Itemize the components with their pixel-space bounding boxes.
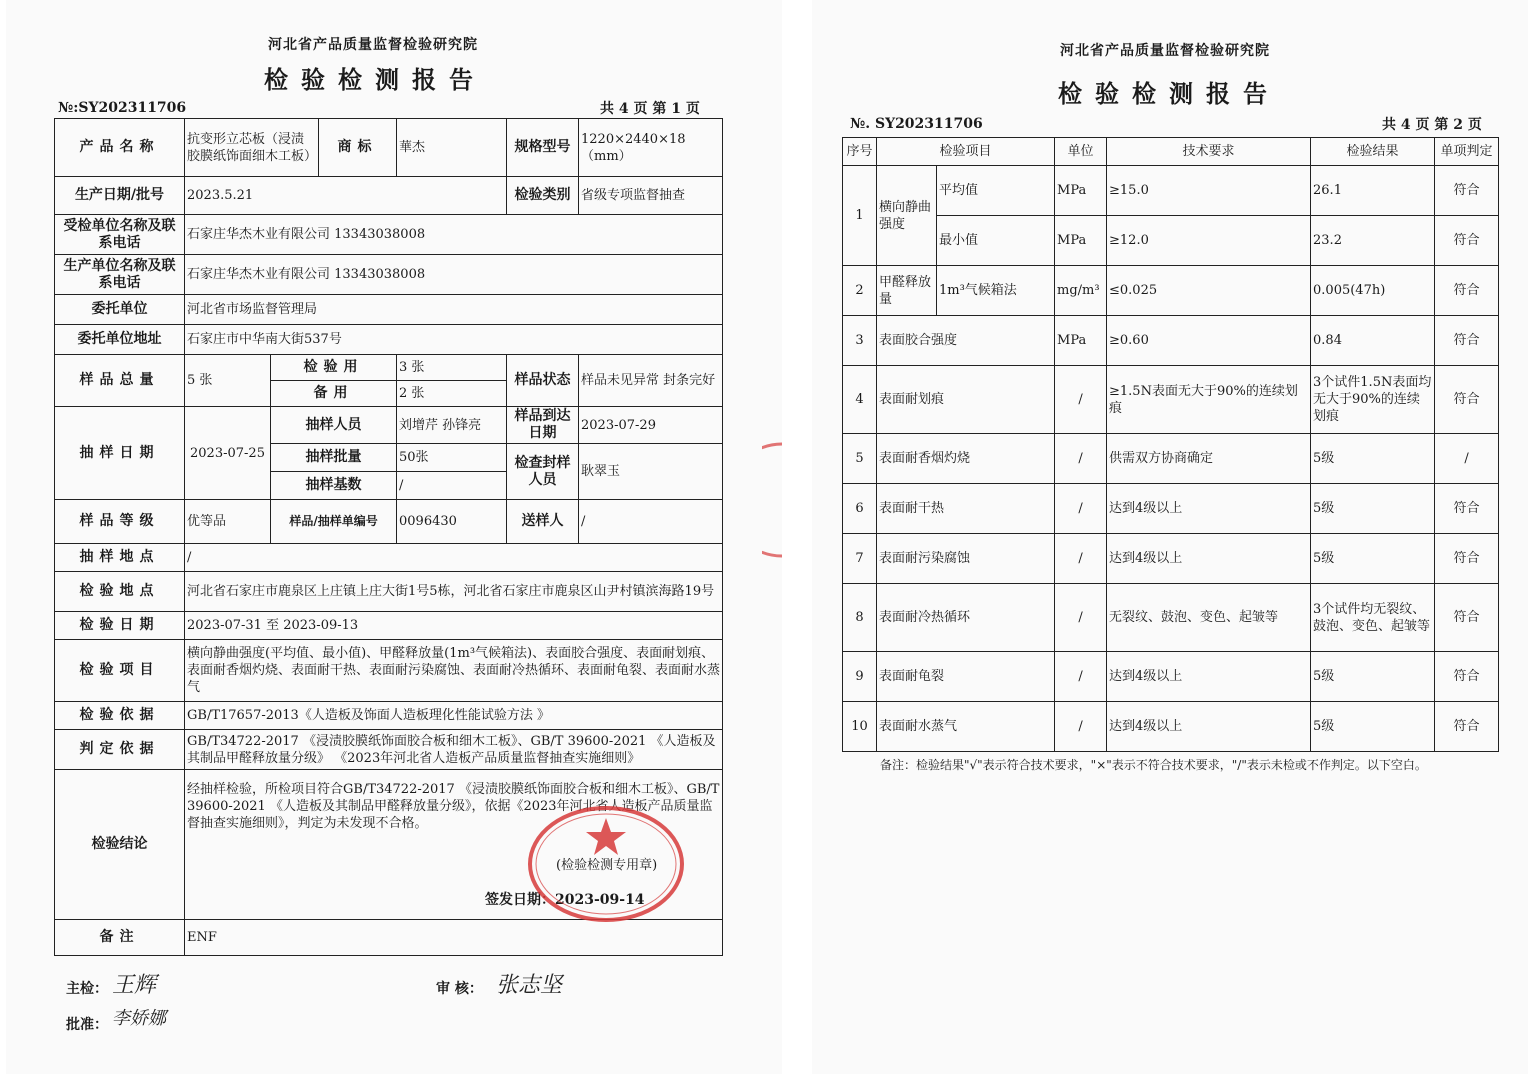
table-row: 8 表面耐冷热循环 / 无裂纹、鼓泡、变色、起皱等 3个试件均无裂纹、鼓泡、变色、起皱等 符合 xyxy=(843,584,1499,652)
judge-basis: GB/T34722-2017 《浸渍胶膜纸饰面胶合板和细木工板》、GB/T 39600-2021 《人造板及其制品甲醛释放量分级》 《2023年河北省人造板产品质量监督抽查实施细则》 xyxy=(185,730,723,770)
label-base: 抽样基数 xyxy=(271,472,397,500)
issue-date: 2023-09-14 xyxy=(555,892,645,908)
label-prod-date: 生产日期/批号 xyxy=(55,177,185,215)
sample-total: 5 张 xyxy=(185,355,271,407)
label-for-test: 检验用 xyxy=(271,355,397,381)
table-row: 最小值 MPa ≥12.0 23.2 符合 xyxy=(843,216,1499,266)
page-info: 共 4 页 第 1 页 xyxy=(600,101,700,117)
sampler: 刘增芹 孙锋亮 xyxy=(397,407,507,444)
prod-date: 2023.5.21 xyxy=(185,177,507,215)
base: / xyxy=(397,472,507,500)
test-place: 河北省石家庄市鹿泉区上庄镇上庄大街1号5栋，河北省石家庄市鹿泉区山尹村镇滨海路19号 xyxy=(185,572,723,612)
label-inspected-unit: 受检单位名称及联系电话 xyxy=(55,215,185,255)
test-items: 横向静曲强度(平均值、最小值)、甲醛释放量(1m³气候箱法)、表面胶合强度、表面耐划痕、表面耐香烟灼烧、表面耐干热、表面耐污染腐蚀、表面耐冷热循环、表面耐龟裂、表面耐水蒸气 xyxy=(185,640,723,702)
main-inspector-label: 主检： xyxy=(66,981,108,997)
batch: 50张 xyxy=(397,444,507,472)
page-info-p2: 共 4 页 第 2 页 xyxy=(1382,117,1482,133)
label-arrival-date: 样品到达日期 xyxy=(507,407,579,444)
producer-unit: 石家庄华杰木业有限公司 13343038008 xyxy=(185,255,723,295)
table-row: 10 表面耐水蒸气 / 达到4级以上 5级 符合 xyxy=(843,702,1499,752)
label-sender: 送样人 xyxy=(507,500,579,544)
reviewer-label: 审 核： xyxy=(436,981,483,997)
insp-type: 省级专项监督抽查 xyxy=(579,177,723,215)
grade: 优等品 xyxy=(185,500,271,544)
report-title: 检验检测报告 xyxy=(264,65,486,94)
table-row: 5 表面耐香烟灼烧 / 供需双方协商确定 5级 / xyxy=(843,434,1499,484)
table-row: 4 表面耐划痕 / ≥1.5N表面无大于90%的连续划痕 3个试件1.5N表面均无大于90%的连续划痕 符合 xyxy=(843,366,1499,434)
main-inspector-signature: 王辉 xyxy=(112,973,157,998)
header-judgement: 单项判定 xyxy=(1435,138,1499,166)
table-row: 7 表面耐污染腐蚀 / 达到4级以上 5级 符合 xyxy=(843,534,1499,584)
label-trademark: 商标 xyxy=(319,119,397,177)
sender: / xyxy=(579,500,723,544)
label-grade: 样品等级 xyxy=(55,500,185,544)
header-unit: 单位 xyxy=(1055,138,1107,166)
edge-seal-fragment xyxy=(762,440,782,560)
header-result: 检验结果 xyxy=(1311,138,1435,166)
group-bending-strength: 横向静曲强度 xyxy=(877,166,937,266)
label-judge: 判定依据 xyxy=(55,730,185,770)
report-number: №:SY202311706 xyxy=(58,100,187,116)
report-page-2 xyxy=(812,0,1528,1074)
edge-seal-graphic xyxy=(762,440,782,560)
report-title-p2: 检验检测报告 xyxy=(1058,79,1280,108)
sample-state: 样品未见异常 封条完好 xyxy=(579,355,723,407)
table-row: 9 表面耐龟裂 / 达到4级以上 5级 符合 xyxy=(843,652,1499,702)
header-no: 序号 xyxy=(843,138,877,166)
label-basis: 检验依据 xyxy=(55,702,185,730)
label-seal-checker: 检查封样人员 xyxy=(507,444,579,500)
test-date: 2023-07-31 至 2023-09-13 xyxy=(185,612,723,640)
seal-checker: 耿翠玉 xyxy=(579,444,723,500)
label-sample-no: 样品/抽样单编号 xyxy=(271,500,397,544)
label-sample-state: 样品状态 xyxy=(507,355,579,407)
conclusion-text: 经抽样检验，所检项目符合GB/T34722-2017 《浸渍胶膜纸饰面胶合板和细木工板》、GB/T 39600-2021 《人造板及其制品甲醛释放量分级》，依据《2023年河北省人造板产品质量监督抽查实施细则》，判定为未发现不合格。 xyxy=(187,782,720,831)
seal-text: (检验检测专用章) xyxy=(556,858,658,873)
sampling-place: / xyxy=(185,544,723,572)
approver-label: 批准： xyxy=(66,1017,108,1033)
remark: ENF xyxy=(185,920,723,956)
test-basis: GB/T17657-2013《人造板及饰面人造板理化性能试验方法 》 xyxy=(185,702,723,730)
table-row: 6 表面耐干热 / 达到4级以上 5级 符合 xyxy=(843,484,1499,534)
label-sampling-place: 抽样地点 xyxy=(55,544,185,572)
approver-signature: 李娇娜 xyxy=(112,1008,166,1029)
label-client: 委托单位 xyxy=(55,295,185,325)
report-page-1 xyxy=(6,0,782,1074)
arrival-date: 2023-07-29 xyxy=(579,407,723,444)
header-item: 检验项目 xyxy=(877,138,1055,166)
issue-label: 签发日期： xyxy=(485,892,555,908)
spec: 1220×2440×18（mm） xyxy=(579,119,723,177)
label-sampler: 抽样人员 xyxy=(271,407,397,444)
sampling-date: 2023-07-25 xyxy=(185,407,271,500)
label-reserve: 备用 xyxy=(271,381,397,407)
header-requirement: 技术要求 xyxy=(1107,138,1311,166)
for-test: 3 张 xyxy=(397,355,507,381)
label-test-date: 检验日期 xyxy=(55,612,185,640)
client-addr: 石家庄市中华南大街537号 xyxy=(185,325,723,355)
label-sample-total: 样品总量 xyxy=(55,355,185,407)
label-remark: 备注 xyxy=(55,920,185,956)
trademark: 華杰 xyxy=(397,119,507,177)
label-client-addr: 委托单位地址 xyxy=(55,325,185,355)
label-items: 检验项目 xyxy=(55,640,185,702)
label-spec: 规格型号 xyxy=(507,119,579,177)
results-table xyxy=(842,137,1499,752)
label-conclusion: 检验结论 xyxy=(55,770,185,920)
inspected-unit: 石家庄华杰木业有限公司 13343038008 xyxy=(185,215,723,255)
reserve: 2 张 xyxy=(397,381,507,407)
table-row: 1 横向静曲强度 平均值 MPa ≥15.0 26.1 符合 xyxy=(843,166,1499,216)
label-sampling-date: 抽样日期 xyxy=(55,407,185,500)
label-insp-type: 检验类别 xyxy=(507,177,579,215)
label-test-place: 检验地点 xyxy=(55,572,185,612)
table-row: 2 甲醛释放量 1m³气候箱法 mg/m³ ≤0.025 0.005(47h) 符合 xyxy=(843,266,1499,316)
institute-name: 河北省产品质量监督检验研究院 xyxy=(268,37,478,53)
table-note: 备注：检验结果"√"表示符合技术要求，"×"表示不符合技术要求，"/"表示未检或不作判定。以下空白。 xyxy=(880,758,1427,772)
table-header-row xyxy=(843,138,1499,166)
label-batch: 抽样批量 xyxy=(271,444,397,472)
table-row: 3 表面胶合强度 MPa ≥0.60 0.84 符合 xyxy=(843,316,1499,366)
product-name: 抗变形立芯板（浸渍胶膜纸饰面细木工板） xyxy=(185,119,319,177)
official-seal xyxy=(526,804,686,924)
sample-no: 0096430 xyxy=(397,500,507,544)
reviewer-signature: 张志坚 xyxy=(496,973,563,998)
report-number-p2: №. SY202311706 xyxy=(850,116,983,132)
label-producer-unit: 生产单位名称及联系电话 xyxy=(55,255,185,295)
client: 河北省市场监督管理局 xyxy=(185,295,723,325)
label-product-name: 产品名称 xyxy=(55,119,185,177)
institute-name-p2: 河北省产品质量监督检验研究院 xyxy=(1060,43,1270,59)
